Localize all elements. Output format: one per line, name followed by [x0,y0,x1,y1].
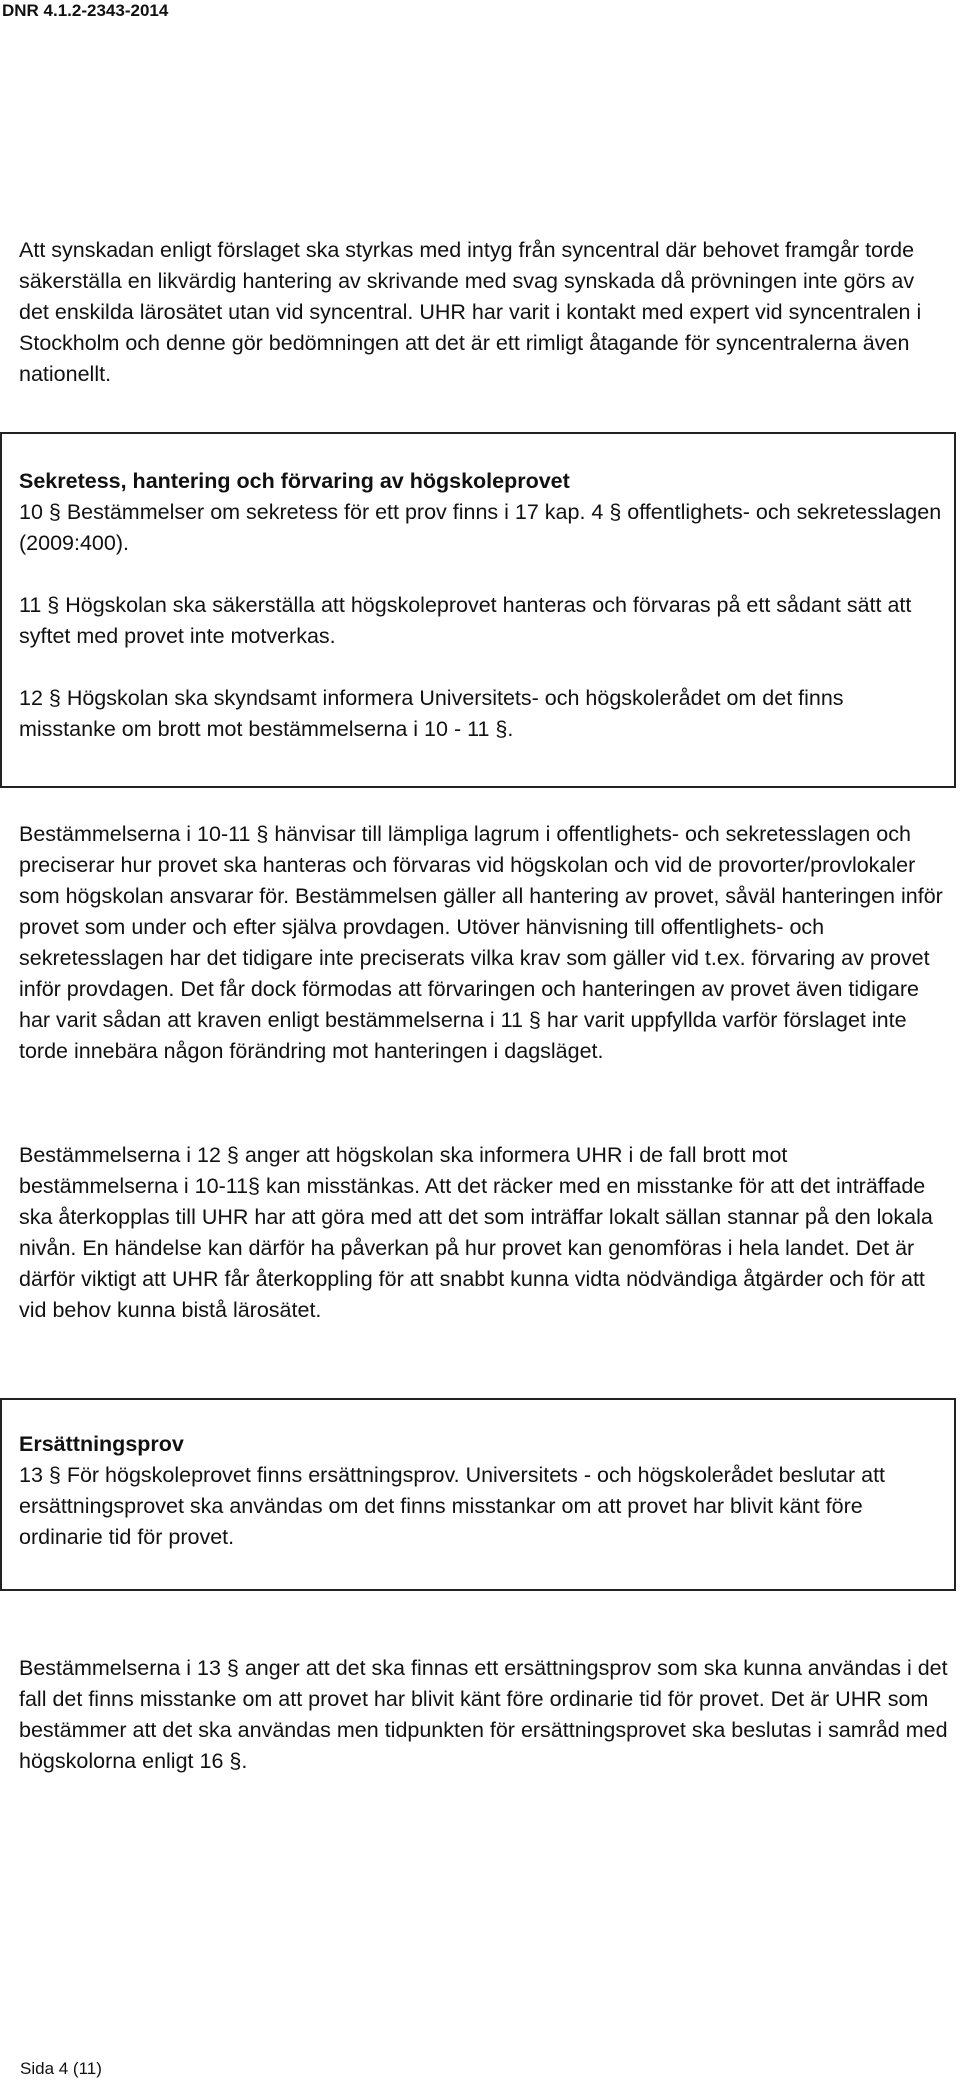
comment-paragraph-10-11 [19,819,949,1067]
comment-text-12: Bestämmelserna i 12 § anger att högskolan ska informera UHR i de fall brott mot bestämmelserna i 10-11§ kan misstänkas. Att det räcker med en misstanke för att det inträffade ska återkopplas till UHR har att göra med att det som inträffar lokalt sällan stannar på den lokala nivån. En händelse kan därför ha påverkan på hur provet kan genomföras i hela landet. Det är därför viktigt att UHR får återkoppling för att snabbt kunna vidta nödvändiga åtgärder och för att vid behov kunna bistå lärosätet. [19,1143,933,1322]
regulation-box-replacement-test [0,1398,956,1591]
comment-text-10-11: Bestämmelserna i 10-11 § hänvisar till lämpliga lagrum i offentlighets- och sekretesslagen och preciserar hur provet ska hanteras och förvaras vid högskolan och vid de provorter/provlokaler som högskolan ansvarar för. Bestämmelsen gäller all hantering av provet, såväl hanteringen inför provet som under och efter själva provdagen. Utöver hänvisning till offentlighets- och sekretesslagen har det tidigare inte preciserats vilka krav som gäller vid t.ex. förvaring av provet inför provdagen. Det får dock förmodas att förvaringen och hanteringen av provet även tidigare har varit sådan att kraven enligt bestämmelserna i 11 § har varit uppfyllda varför förslaget inte torde innebära någon förändring mot hanteringen i dagsläget. [19,822,943,1063]
section-heading-replacement-test: Ersättningsprov [19,1432,184,1456]
document-reference: DNR 4.1.2-2343-2014 [2,1,169,20]
comment-paragraph-13 [19,1653,949,1777]
comment-paragraph-12 [19,1140,949,1326]
paragraph-11: 11 § Högskolan ska säkerställa att högskoleprovet hanteras och förvaras på ett sådant sätt att syftet med provet inte motverkas. [19,593,912,648]
page-number: Sida 4 (11) [20,2059,102,2078]
paragraph-10: 10 § Bestämmelser om sekretess för ett prov finns i 17 kap. 4 § offentlighets- och sekretesslagen (2009:400). [19,500,942,555]
paragraph-12: 12 § Högskolan ska skyndsamt informera Universitets- och högskolerådet om det finns misstanke om brott mot bestämmelserna i 10 - 11 §. [19,686,844,741]
paragraph-13: 13 § För högskoleprovet finns ersättningsprov. Universitets - och högskolerådet beslutar att ersättningsprovet ska användas om det finns misstankar om att provet har blivit känt före ordinarie tid för provet. [19,1463,886,1549]
regulation-box-secrecy [0,432,956,788]
intro-paragraph [19,235,949,390]
section-heading-secrecy: Sekretess, hantering och förvaring av högskoleprovet [19,469,570,493]
intro-text: Att synskadan enligt förslaget ska styrkas med intyg från syncentral där behovet framgår torde säkerställa en likvärdig hantering av skrivande med svag synskada då prövningen inte görs av det enskilda lärosätet utan vid syncentral. UHR har varit i kontakt med expert vid syncentralen i Stockholm och denne gör bedömningen att det är ett rimligt åtagande för syncentralerna även nationellt. [19,238,922,386]
comment-text-13: Bestämmelserna i 13 § anger att det ska finnas ett ersättningsprov som ska kunna användas i det fall det finns misstanke om att provet har blivit känt före ordinarie tid för provet. Det är UHR som bestämmer att det ska användas men tidpunkten för ersättningsprovet ska beslutas i samråd med högskolorna enligt 16 §. [19,1656,948,1773]
